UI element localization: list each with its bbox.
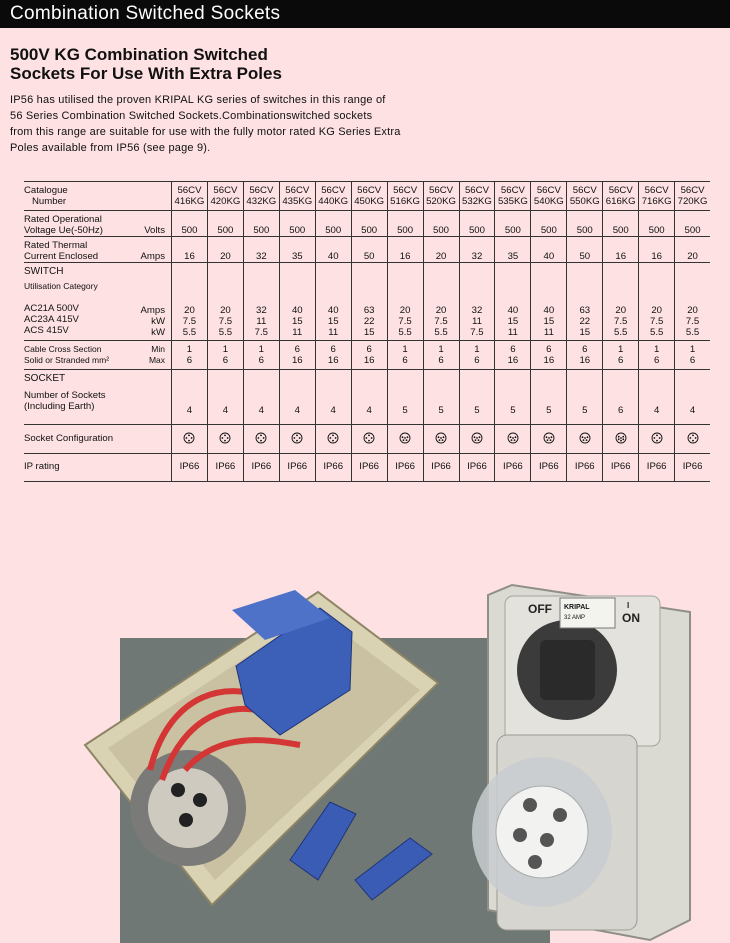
value-cell: 500	[207, 211, 243, 237]
catalogue-label-line: Catalogue	[24, 185, 68, 196]
value-cell: IP66	[639, 454, 675, 482]
ac21a-value: 40	[291, 305, 303, 316]
amp-label: 32 AMP	[564, 615, 586, 621]
ac21a-value: 40	[327, 305, 339, 316]
cable-min-value: 1	[618, 344, 624, 355]
value-cell: IP66	[567, 454, 603, 482]
code-suffix: 720KG	[677, 196, 708, 207]
value-cell: 5	[387, 370, 423, 425]
ac23a-value: 11	[471, 316, 482, 327]
ac21a-value: 40	[507, 305, 519, 316]
cable-min-value: 1	[438, 344, 444, 355]
code-suffix: 516KG	[390, 196, 421, 207]
cable-max-value: 6	[402, 355, 408, 366]
value-cell: 50	[351, 237, 387, 263]
switch-heading: SWITCH	[24, 266, 64, 277]
cable-min-value: 6	[546, 344, 552, 355]
ac21a-value: 32	[256, 305, 267, 316]
cable-min-value: 1	[474, 344, 480, 355]
ac21a-value: 20	[184, 305, 195, 316]
code-suffix: 435KG	[282, 196, 313, 207]
value-cell: 500	[351, 211, 387, 237]
page-title: Combination Switched Sockets	[10, 3, 281, 24]
ac21a-label: AC21A 500V	[24, 303, 79, 314]
value-cell: 50	[567, 237, 603, 263]
ac21a-value: 20	[687, 305, 698, 316]
value-cell: 4	[639, 370, 675, 425]
code-suffix: 416KG	[174, 196, 205, 207]
label-line: Current Enclosed	[24, 251, 99, 262]
value-cell: IP66	[279, 454, 315, 482]
ac23a-value: 15	[507, 316, 519, 327]
ac23a-value: 11	[256, 316, 267, 327]
cable-max-value: 6	[258, 355, 265, 366]
heading-line-2: Sockets For Use With Extra Poles	[10, 64, 282, 83]
value-cell: IP66	[603, 454, 639, 482]
ac21a-value: 63	[579, 305, 591, 316]
ac21a-value: 20	[615, 305, 627, 316]
acs-value: 7.5	[470, 327, 484, 338]
value-cell: 500	[603, 211, 639, 237]
code-suffix: 440KG	[318, 196, 349, 207]
value-cell: 40	[315, 237, 351, 263]
ip-label: IP rating	[24, 454, 119, 482]
value-cell: 35	[495, 237, 531, 263]
value-cell: 5	[423, 370, 459, 425]
acs-value: 7.5	[254, 327, 269, 338]
value-cell: 500	[243, 211, 279, 237]
value-cell: 500	[531, 211, 567, 237]
value-cell: IP66	[172, 454, 208, 482]
code-prefix: 56CV	[321, 185, 346, 196]
code-suffix: 450KG	[354, 196, 385, 207]
acs-value: 11	[328, 327, 339, 338]
value-cell: 40	[531, 237, 567, 263]
code-prefix: 56CV	[213, 185, 238, 196]
acs-value: 11	[543, 327, 554, 338]
cable-min-value: 6	[294, 344, 300, 355]
cable-max-value: 6	[438, 355, 444, 366]
label-line: (Including Earth)	[24, 401, 95, 412]
acs-value: 5.5	[218, 327, 233, 338]
acs-unit: kW	[151, 327, 165, 338]
ac21a-value: 20	[435, 305, 447, 316]
ac23a-value: 15	[543, 316, 555, 327]
label-line: Rated Thermal	[24, 240, 88, 251]
cable-max-value: 6	[653, 355, 660, 366]
acs-value: 5.5	[398, 327, 412, 338]
acs-label: ACS 415V	[24, 325, 69, 336]
value-cell: IP66	[351, 454, 387, 482]
code-suffix: 432KG	[246, 196, 277, 207]
ac23a-label: AC23A 415V	[24, 314, 79, 325]
value-cell: 16	[639, 237, 675, 263]
cable-min-value: 1	[689, 344, 696, 355]
code-prefix: 56CV	[177, 185, 202, 196]
intro-line: IP56 has utilised the proven KRIPAL KG series of switches in this range of	[10, 94, 386, 106]
code-prefix: 56CV	[429, 185, 454, 196]
value-cell: 20	[675, 237, 710, 263]
value-cell: 4	[279, 370, 315, 425]
acs-value: 5.5	[649, 327, 664, 338]
code-prefix: 56CV	[249, 185, 274, 196]
code-prefix: 56CV	[536, 185, 561, 196]
value-cell: 16	[172, 237, 208, 263]
code-prefix: 56CV	[393, 185, 418, 196]
value-cell: IP66	[243, 454, 279, 482]
acs-value: 11	[292, 327, 303, 338]
acs-value: 5.5	[182, 327, 197, 338]
value-cell: 5	[495, 370, 531, 425]
value-cell: 16	[387, 237, 423, 263]
code-suffix: 540KG	[533, 196, 564, 207]
value-cell: IP66	[315, 454, 351, 482]
intro-line: from this range are suitable for use with the fully motor rated KG Series Extra	[10, 126, 401, 138]
cable-min-value: 1	[222, 344, 229, 355]
label-line: Number of Sockets	[24, 390, 106, 401]
value-cell: 500	[459, 211, 495, 237]
label-line: Cable Cross Section	[24, 344, 102, 354]
value-cell: 4	[675, 370, 710, 425]
ac23a-value: 7.5	[649, 316, 664, 327]
value-cell: 500	[675, 211, 710, 237]
brand-label: KRIPAL	[564, 604, 590, 611]
ac23a-value: 22	[579, 316, 591, 327]
ac21a-unit: Amps	[140, 305, 165, 316]
config-label: Socket Configuration	[24, 425, 119, 454]
label-line: Voltage Ue(-50Hz)	[24, 225, 103, 236]
cable-min-value: 1	[258, 344, 265, 355]
on-symbol: I	[627, 601, 630, 610]
cable-min-value: 1	[402, 344, 408, 355]
cable-max-value: 16	[543, 355, 555, 366]
cable-min-value: 6	[366, 344, 372, 355]
value-cell: IP66	[495, 454, 531, 482]
cable-max-value: 6	[222, 355, 229, 366]
ac23a-value: 7.5	[218, 316, 233, 327]
acs-value: 5.5	[434, 327, 448, 338]
acs-value: 5.5	[614, 327, 628, 338]
label-line: Rated Operational	[24, 214, 102, 225]
cable-min-value: 1	[653, 344, 660, 355]
cable-max-value: 6	[186, 355, 193, 366]
code-suffix: 520KG	[426, 196, 456, 207]
code-suffix: 420KG	[210, 196, 241, 207]
value-cell: 4	[172, 370, 208, 425]
ac23a-value: 7.5	[182, 316, 197, 327]
value-cell: 4	[207, 370, 243, 425]
ac21a-value: 32	[471, 305, 483, 316]
code-suffix: 616KG	[605, 196, 636, 207]
value-cell: 500	[495, 211, 531, 237]
cable-min-value: 6	[582, 344, 588, 355]
value-cell: 20	[423, 237, 459, 263]
on-label: ON	[622, 611, 640, 625]
switched-socket-image	[472, 585, 690, 940]
value-cell: 35	[279, 237, 315, 263]
cable-max-value: 16	[327, 355, 339, 366]
code-prefix: 56CV	[680, 185, 705, 196]
code-prefix: 56CV	[357, 185, 382, 196]
code-prefix: 56CV	[572, 185, 597, 196]
off-label: OFF	[528, 602, 552, 616]
value-cell: 6	[603, 370, 639, 425]
ac21a-value: 63	[363, 305, 375, 316]
value-cell: 32	[459, 237, 495, 263]
cable-min-unit: Min	[151, 344, 165, 354]
code-suffix: 535KG	[497, 196, 528, 207]
cable-max-unit: Max	[148, 355, 165, 365]
label-line: Solid or Stranded mm²	[24, 355, 110, 365]
value-cell: 500	[172, 211, 208, 237]
code-suffix: 716KG	[641, 196, 672, 207]
ac23a-value: 22	[363, 316, 375, 327]
cable-max-value: 16	[579, 355, 591, 366]
code-prefix: 56CV	[285, 185, 310, 196]
value-cell: 20	[207, 237, 243, 263]
value-cell: IP66	[423, 454, 459, 482]
value-cell: 500	[279, 211, 315, 237]
cable-min-value: 6	[510, 344, 516, 355]
value-cell: 5	[531, 370, 567, 425]
catalogue-label-line: Number	[32, 196, 67, 207]
extra-poles-image	[290, 802, 432, 900]
util-label: Utilisation Category	[24, 281, 98, 291]
ac21a-value: 40	[543, 305, 555, 316]
socket-heading: SOCKET	[24, 373, 66, 384]
acs-value: 11	[507, 327, 518, 338]
ac23a-value: 7.5	[685, 316, 700, 327]
heading-line-1: 500V KG Combination Switched	[10, 45, 268, 64]
value-cell: 500	[423, 211, 459, 237]
thermal-unit: Amps	[119, 237, 172, 263]
value-cell: IP66	[531, 454, 567, 482]
code-suffix: 532KG	[462, 196, 492, 207]
value-cell: 32	[243, 237, 279, 263]
ac21a-value: 20	[651, 305, 662, 316]
ac23a-value: 15	[291, 316, 303, 327]
cable-max-value: 6	[689, 355, 696, 366]
value-cell: IP66	[459, 454, 495, 482]
value-cell: IP66	[675, 454, 710, 482]
rated-op-unit: Volts	[119, 211, 172, 237]
ac21a-value: 20	[399, 305, 411, 316]
acs-value: 15	[579, 327, 591, 338]
ac23a-value: 7.5	[434, 316, 448, 327]
ac23a-value: 7.5	[614, 316, 628, 327]
code-prefix: 56CV	[500, 185, 525, 196]
value-cell: 500	[315, 211, 351, 237]
cable-min-value: 1	[186, 344, 193, 355]
cable-max-value: 6	[618, 355, 624, 366]
acs-value: 5.5	[685, 327, 700, 338]
code-prefix: 56CV	[644, 185, 669, 196]
cable-min-value: 6	[330, 344, 336, 355]
ac23a-unit: kW	[151, 316, 165, 327]
cable-max-value: 16	[291, 355, 303, 366]
code-prefix: 56CV	[608, 185, 633, 196]
cable-max-value: 16	[363, 355, 375, 366]
ac21a-value: 20	[220, 305, 231, 316]
acs-value: 15	[363, 327, 375, 338]
value-cell: IP66	[207, 454, 243, 482]
ac23a-value: 15	[327, 316, 339, 327]
value-cell: 5	[567, 370, 603, 425]
value-cell: 5	[459, 370, 495, 425]
value-cell: 500	[387, 211, 423, 237]
value-cell: 500	[639, 211, 675, 237]
code-suffix: 550KG	[569, 196, 600, 207]
intro-line: 56 Series Combination Switched Sockets.Combinationswitched sockets	[10, 110, 373, 122]
value-cell: 16	[603, 237, 639, 263]
value-cell: 500	[567, 211, 603, 237]
value-cell: 4	[243, 370, 279, 425]
cable-max-value: 16	[507, 355, 519, 366]
ac23a-value: 7.5	[398, 316, 412, 327]
intro-line: Poles available from IP56 (see page 9).	[10, 142, 211, 154]
value-cell: 4	[315, 370, 351, 425]
code-prefix: 56CV	[464, 185, 489, 196]
value-cell: 4	[351, 370, 387, 425]
cable-max-value: 6	[474, 355, 480, 366]
value-cell: IP66	[387, 454, 423, 482]
